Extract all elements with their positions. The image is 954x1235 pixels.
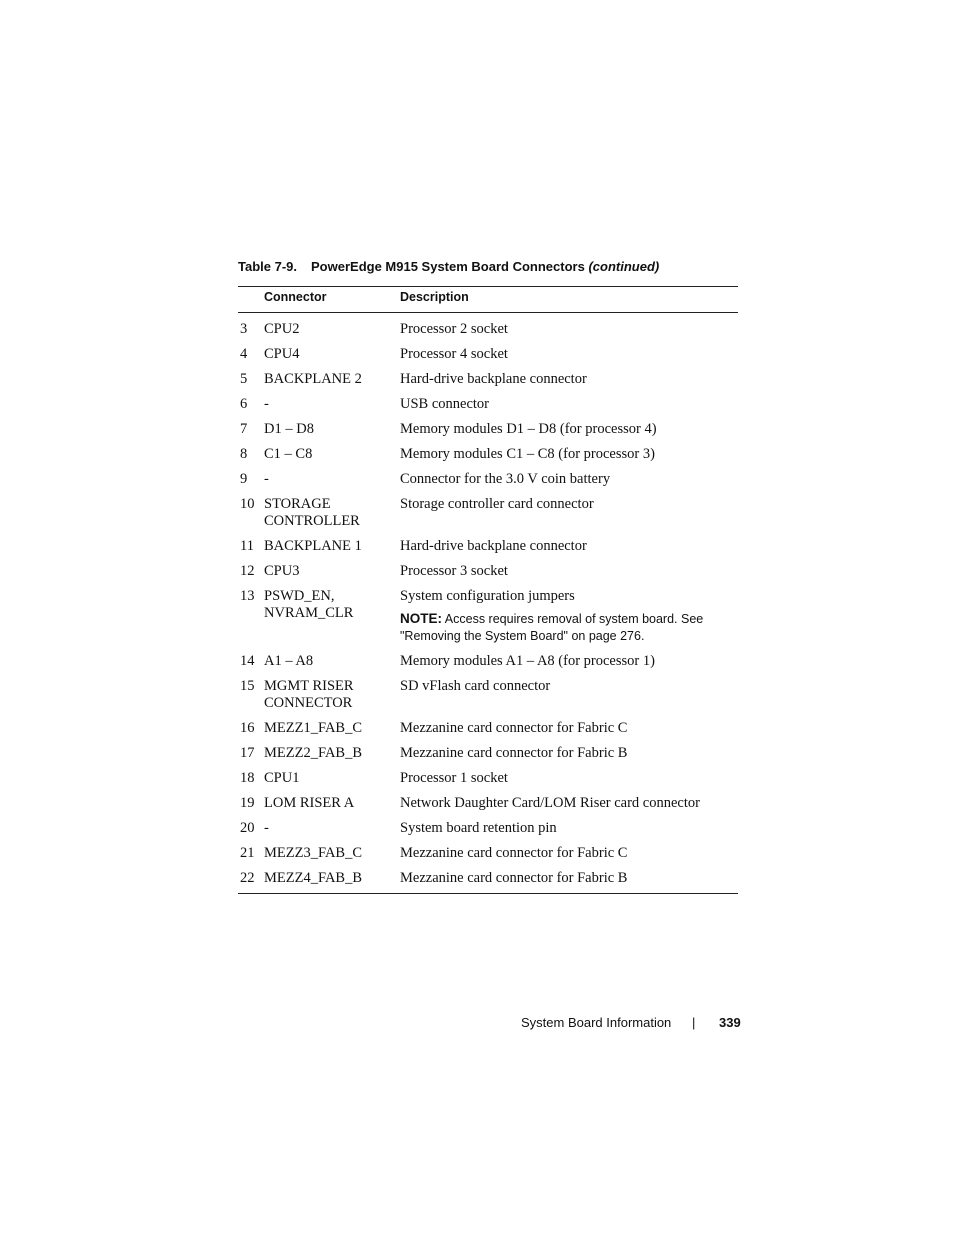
row-description: Processor 4 socket <box>400 346 508 362</box>
header-connector: Connector <box>264 290 327 304</box>
row-connector: - <box>264 471 269 487</box>
row-number: 11 <box>240 538 254 554</box>
row-number: 19 <box>240 795 255 811</box>
row-description: System configuration jumpers <box>400 588 575 604</box>
table-row <box>238 670 738 712</box>
table-row <box>238 363 738 388</box>
table-title: PowerEdge M915 System Board Connectors <box>311 259 585 274</box>
row-connector: MEZZ4_FAB_B <box>264 870 363 886</box>
row-connector: PSWD_EN, NVRAM_CLR <box>264 588 354 621</box>
table-row <box>238 438 738 463</box>
row-description: Processor 2 socket <box>400 321 508 337</box>
row-number: 16 <box>240 720 255 736</box>
row-number: 15 <box>240 678 255 694</box>
note <box>400 610 738 645</box>
table-row <box>238 762 738 787</box>
row-description: Hard-drive backplane connector <box>400 538 587 554</box>
row-number: 12 <box>240 563 255 579</box>
table-row <box>238 712 738 737</box>
row-number: 22 <box>240 870 255 886</box>
row-connector: D1 – D8 <box>264 421 314 437</box>
table-row <box>238 555 738 580</box>
row-description: Memory modules C1 – C8 (for processor 3) <box>400 446 655 462</box>
table-row <box>238 488 738 530</box>
row-number: 14 <box>240 653 255 669</box>
page-footer <box>521 1015 741 1030</box>
row-description: SD vFlash card connector <box>400 678 551 694</box>
note-label: NOTE: <box>400 611 442 626</box>
row-connector: MEZZ3_FAB_C <box>264 845 363 861</box>
table-row <box>238 313 738 338</box>
row-description: Mezzanine card connector for Fabric B <box>400 870 628 886</box>
row-number: 20 <box>240 820 255 836</box>
table-body <box>238 313 738 894</box>
row-number: 4 <box>240 346 248 362</box>
table-row <box>238 812 738 837</box>
row-description: Processor 3 socket <box>400 563 508 579</box>
footer-section-title: System Board Information <box>521 1015 672 1030</box>
row-description: Processor 1 socket <box>400 770 508 786</box>
row-connector: - <box>264 820 269 836</box>
table-caption <box>238 259 659 274</box>
footer-separator: | <box>692 1015 696 1030</box>
table-row <box>238 413 738 438</box>
table-row <box>238 862 738 887</box>
table-number: Table 7-9. <box>238 259 298 274</box>
table-row <box>238 837 738 862</box>
row-connector: MGMT RISER CONNECTOR <box>264 678 354 711</box>
row-description: Storage controller card connector <box>400 496 594 512</box>
row-connector: C1 – C8 <box>264 446 313 462</box>
table-row <box>238 530 738 555</box>
row-description-cell <box>400 588 738 645</box>
row-connector: CPU3 <box>264 563 300 579</box>
row-connector: CPU4 <box>264 346 300 362</box>
table-header <box>238 286 738 313</box>
row-number: 18 <box>240 770 255 786</box>
row-connector: BACKPLANE 2 <box>264 371 362 387</box>
row-description: Mezzanine card connector for Fabric B <box>400 745 628 761</box>
row-description: Hard-drive backplane connector <box>400 371 587 387</box>
row-description: System board retention pin <box>400 820 557 836</box>
header-description: Description <box>400 290 469 304</box>
table-row <box>238 737 738 762</box>
note-text: Access requires removal of system board. See "Removing the System Board" on page 276. <box>400 612 704 643</box>
table-row <box>238 787 738 812</box>
table-row <box>238 645 738 670</box>
row-connector: BACKPLANE 1 <box>264 538 362 554</box>
table-row <box>238 580 738 645</box>
connectors-table <box>238 286 738 894</box>
table-row <box>238 463 738 488</box>
row-description: Memory modules D1 – D8 (for processor 4) <box>400 421 657 437</box>
row-number: 3 <box>240 321 248 337</box>
row-description: Mezzanine card connector for Fabric C <box>400 845 628 861</box>
row-number: 7 <box>240 421 248 437</box>
row-connector: MEZZ2_FAB_B <box>264 745 363 761</box>
row-description: Network Daughter Card/LOM Riser card connector <box>400 795 700 811</box>
row-number: 13 <box>240 588 255 604</box>
row-connector: A1 – A8 <box>264 653 314 669</box>
row-connector: CPU1 <box>264 770 300 786</box>
row-number: 9 <box>240 471 248 487</box>
continued-label: (continued) <box>588 259 660 274</box>
page-number: 339 <box>719 1015 741 1030</box>
row-description: Mezzanine card connector for Fabric C <box>400 720 628 736</box>
row-number: 10 <box>240 496 255 512</box>
row-connector: CPU2 <box>264 321 300 337</box>
table-row <box>238 388 738 413</box>
row-number: 6 <box>240 396 248 412</box>
row-description: USB connector <box>400 396 489 412</box>
row-description: Connector for the 3.0 V coin battery <box>400 471 611 487</box>
table-row <box>238 338 738 363</box>
row-connector: MEZZ1_FAB_C <box>264 720 363 736</box>
row-number: 8 <box>240 446 248 462</box>
row-connector: - <box>264 396 269 412</box>
row-number: 17 <box>240 745 255 761</box>
row-number: 5 <box>240 371 248 387</box>
row-number: 21 <box>240 845 255 861</box>
row-connector: LOM RISER A <box>264 795 355 811</box>
row-connector: STORAGE CONTROLLER <box>264 496 360 529</box>
row-description: Memory modules A1 – A8 (for processor 1) <box>400 653 655 669</box>
